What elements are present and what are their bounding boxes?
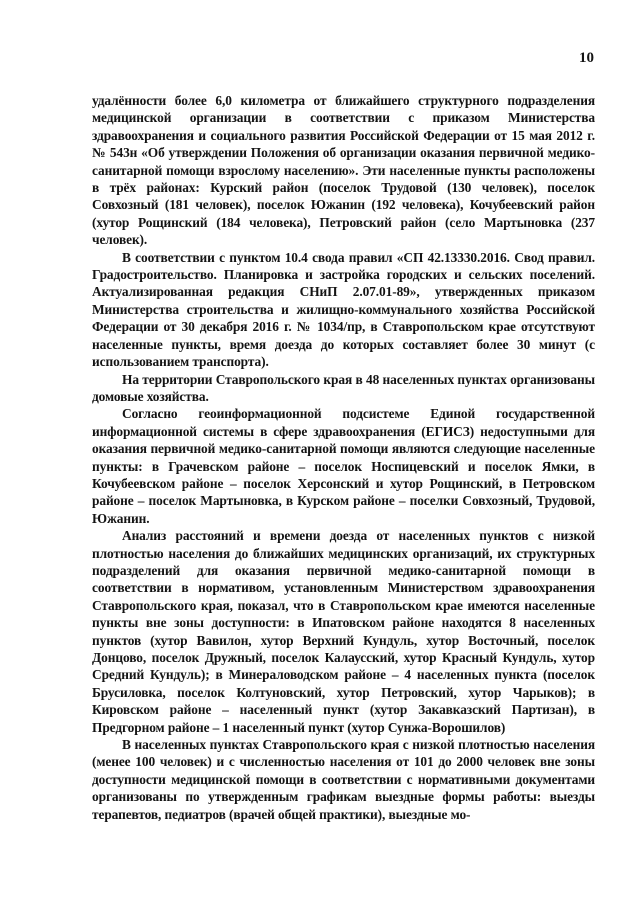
paragraph-continuation: удалённости более 6,0 километра от ближайшего структурного подразделения медицинской организации в соответствии с приказом Министерства здравоохранения и социального развития Российской Федерации от 15 мая 2012 г. № 543н «Об утверждении Положения об организации оказания первичной медико-санитарной помощи взрослому населению». Эти населенные пункты расположены в трёх районах: Курский район (поселок Трудовой (130 человек), поселок Совхозный (181 человек), поселок Южанин (192 человека), Кочубеевский район (хутор Рощинский (184 человека), Петровский район (село Мартыновка (237 человек).: [92, 93, 595, 248]
document-body: [92, 92, 595, 823]
page-number: 10: [579, 50, 594, 66]
paragraph-egisz: Согласно геоинформационной подсистеме Единой государственной информационной системы в сфере здравоохранения (ЕГИСЗ) недоступными для оказания первичной медико-санитарной помощи являются следующие населенные пункты: в Грачевском районе – поселок Носпицевский и поселок Ямки, в Кочубеевском районе – поселок Херсонский и хутор Рощинский, в Петровском районе – поселок Мартыновка, в Курском районе – поселки Совхозный, Трудовой, Южанин.: [92, 406, 595, 526]
paragraph-building-codes: В соответствии с пунктом 10.4 свода правил «СП 42.13330.2016. Свод правил. Градостроительство. Планировка и застройка городских и сельских поселений. Актуализированная редакция СНиП 2.07.01-89», утвержденных приказом Министерства строительства и жилищно-коммунального хозяйства Российской Федерации от 30 декабря 2016 г. № 1034/пр, в Ставропольском крае отсутствуют населенные пункты, время доезда до которых составляет более 30 минут (с использованием транспорта).: [92, 249, 595, 370]
paragraph-distance-analysis: Анализ расстояний и времени доезда от населенных пунктов с низкой плотностью населения до ближайших медицинских организаций, их структурных подразделений для оказания первичной медико-санитарной помощи в соответствии в нормативом, установленным Министерством здравоохранения Ставропольского края, показал, что в Ставропольском крае имеются населенные пункты вне зоны доступности: в Ипатовском районе находятся 8 населенных пунктов (хутор Вавилон, хутор Верхний Кундуль, хутор Восточный, поселок Донцово, поселок Дружный, поселок Калаусский, хутор Красный Кундуль, хутор Средний Кундуль); в Минераловодском районе – 4 населенных пункта (поселок Брусиловка, поселок Колтуновский, хутор Петровский, хутор Чарыков); в Кировском районе – населенный пункт (хутор Закавказский Партизан), в Предгорном районе – 1 населенный пункт (хутор Сунжа-Ворошилов): [92, 528, 595, 735]
paragraph-households: На территории Ставропольского края в 48 населенных пунктах организованы домовые хозяйства.: [92, 371, 595, 404]
paragraph-mobile-care: В населенных пунктах Ставропольского края с низкой плотностью населения (менее 100 человек) и с численностью населения от 101 до 2000 человек вне зоны доступности медицинской помощи в соответствии с нормативными документами организованы по утвержденным графикам выездные формы работы: выезды терапевтов, педиатров (врачей общей практики), выездные мо-: [92, 737, 595, 822]
